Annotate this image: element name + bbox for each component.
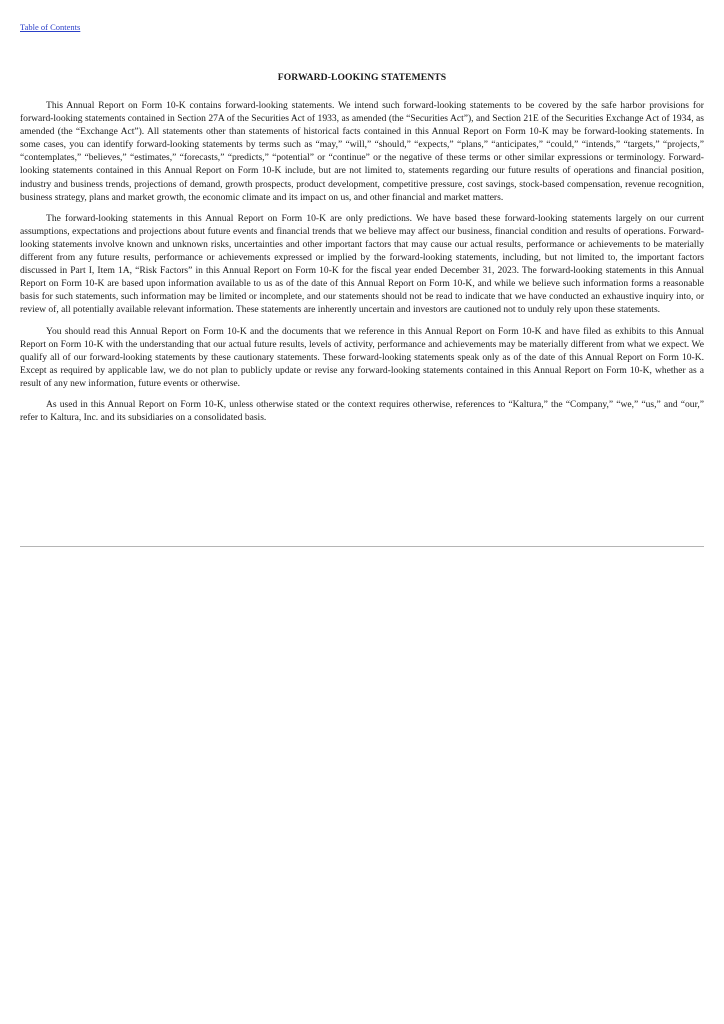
paragraph-predictions: The forward-looking statements in this Annual Report on Form 10-K are only predictions. We have based these forward-looking statements largely on our current assumptions, expectations and projections about future events and financial trends that we believe may affect our business, financial condition and results of operations. Forward-looking statements involve known and unknown risks, uncertainties and other important factors that may cause our actual results, performance or achievements to be materially different from any future results, performance or achievements expressed or implied by the forward-looking statements, including, but not limited to, the important factors discussed in Part I, Item 1A, “Risk Factors” in this Annual Report on Form 10-K for the fiscal year ended December 31, 2023. The forward-looking statements in this Annual Report on Form 10-K are based upon information available to us as of the date of this Annual Report on Form 10-K, and while we believe such information forms a reasonable basis for such statements, such information may be limited or incomplete, and our statements should not be read to indicate that we have conducted an exhaustive inquiry into, or review of, all potentially available relevant information. These statements are inherently uncertain and investors are cautioned not to unduly rely upon these statements. xyxy=(20,212,704,316)
paragraph-safe-harbor: This Annual Report on Form 10-K contains forward-looking statements. We intend such forward-looking statements to be covered by the safe harbor provisions for forward-looking statements contained in Section 27A of the Securities Act of 1933, as amended (the “Securities Act”), and Section 21E of the Securities Exchange Act of 1934, as amended (the “Exchange Act”). All statements other than statements of historical facts contained in this Annual Report on Form 10-K may be forward-looking statements. In some cases, you can identify forward-looking statements by terms such as “may,” “will,” “should,” “expects,” “plans,” “anticipates,” “could,” “intends,” “targets,” “projects,” “contemplates,” “believes,” “estimates,” “forecasts,” “predicts,” “potential” or “continue” or the negative of these terms or other similar expressions or terminology. Forward-looking statements contained in this Annual Report on Form 10-K include, but are not limited to, statements regarding our future results of operations and financial position, industry and business trends, projections of demand, growth prospects, product development, competitive pressure, cost savings, stock-based compensation, revenue recognition, business strategy, plans and market growth, the economic climate and its impact on us, and other financial and market matters. xyxy=(20,100,704,203)
section-body xyxy=(20,99,704,432)
paragraph-definitions: As used in this Annual Report on Form 10-K, unless otherwise stated or the context requires otherwise, references to “Kaltura,” the “Company,” “we,” “us,” and “our,” refer to Kaltura, Inc. and its subsidiaries on a consolidated basis. xyxy=(20,398,704,424)
page-divider xyxy=(20,546,704,547)
section-title: FORWARD-LOOKING STATEMENTS xyxy=(277,72,447,83)
document-page xyxy=(20,0,704,1024)
table-of-contents-link[interactable]: Table of Contents xyxy=(20,22,81,32)
paragraph-read-report: You should read this Annual Report on Form 10-K and the documents that we reference in this Annual Report on Form 10-K and have filed as exhibits to this Annual Report on Form 10-K with the understanding that our actual future results, levels of activity, performance and achievements may be materially different from what we expect. We qualify all of our forward-looking statements by these cautionary statements. These forward-looking statements speak only as of the date of this Annual Report on Form 10-K. Except as required by applicable law, we do not plan to publicly update or revise any forward-looking statements contained in this Annual Report on Form 10-K, whether as a result of any new information, future events or otherwise. xyxy=(20,325,704,389)
